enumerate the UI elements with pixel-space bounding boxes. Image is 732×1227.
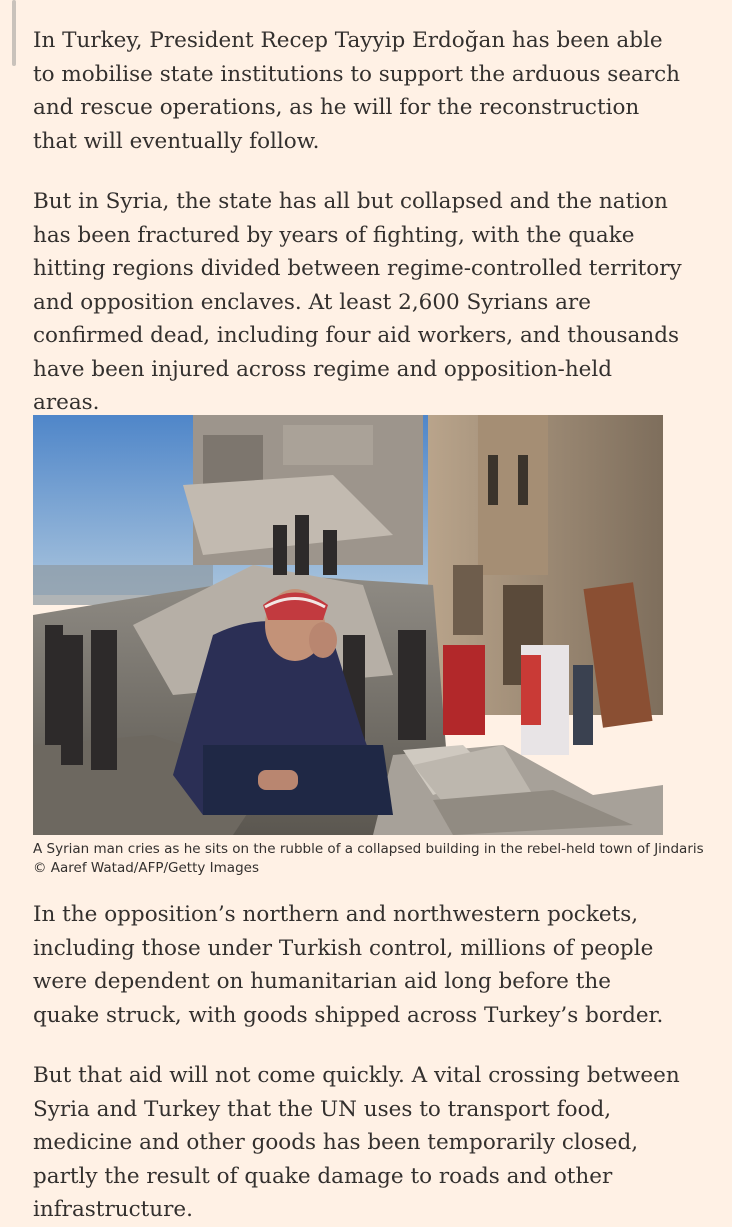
scrollbar-thumb[interactable] (12, 0, 16, 66)
caption-text: A Syrian man cries as he sits on the rubble of a collapsed building in the rebel-held town of Jindaris (33, 841, 704, 857)
photo-caption (33, 840, 704, 878)
article-photo (33, 415, 663, 835)
article-paragraph: In Turkey, President Recep Tayyip Erdoğan has been able to mobilise state institutions to support the arduous search and rescue operations, as he will for the reconstruction that will eventually follow. (33, 28, 681, 154)
photo-credit: © Aaref Watad/AFP/Getty Images (33, 860, 259, 876)
article-paragraph: But in Syria, the state has all but collapsed and the nation has been fractured by years of fighting, with the quake hitting regions divided between regime-controlled territory and opposition enclaves. At least 2,600 Syrians are confirmed dead, including four aid workers, and thousands have been injured across regime and opposition-held areas. (33, 189, 682, 415)
article-paragraph: In the opposition’s northern and northwestern pockets, including those under Turkish control, millions of people were dependent on humanitarian aid long before the quake struck, with goods shipped across Turkey’s border. (33, 902, 664, 1028)
article-paragraph: But that aid will not come quickly. A vital crossing between Syria and Turkey that the UN uses to transport food, medicine and other goods has been temporarily closed, partly the result of quake damage to roads and other infrastructure. (33, 1063, 680, 1222)
